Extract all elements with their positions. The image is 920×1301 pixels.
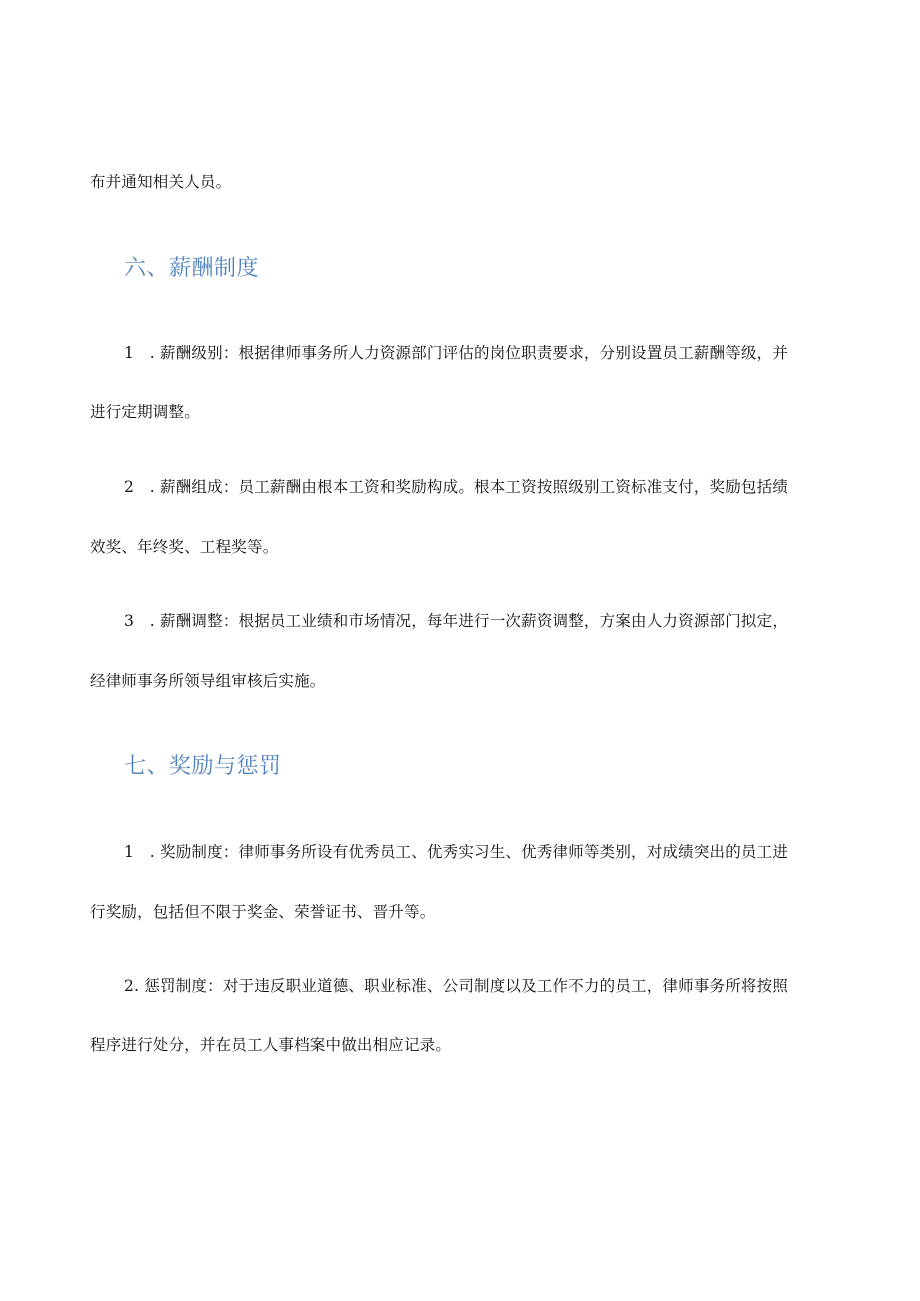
section-heading-salary: 六、薪酬制度 [124,256,260,281]
paragraph-line: 程序进行处分，并在员工人事档案中做出相应记录。 [90,1036,452,1054]
continuation-text: 布并通知相关人员。 [90,173,232,191]
paragraph-line: 3 . 薪酬调整：根据员工业绩和市场情况，每年进行一次薪资调整，方案由人力资源部门拟定， [124,612,789,630]
section-heading-rewards-penalties: 七、奖励与惩罚 [124,754,282,779]
paragraph-line: 1 . 薪酬级别：根据律师事务所人力资源部门评估的岗位职责要求，分别设置员工薪酬等级，并 [124,344,789,362]
paragraph-line: 行奖励，包括但不限于奖金、荣誉证书、晋升等。 [90,903,436,921]
paragraph-line: 经律师事务所领导组审核后实施。 [90,672,326,690]
paragraph-line: 效奖、年终奖、工程奖等。 [90,538,279,556]
paragraph-line: 进行定期调整。 [90,403,200,421]
paragraph-line: 2. 惩罚制度：对于违反职业道德、职业标准、公司制度以及工作不力的员工，律师事务所将按照 [124,977,789,995]
paragraph-line: 2 . 薪酬组成：员工薪酬由根本工资和奖励构成。根本工资按照级别工资标准支付，奖励包括绩 [124,478,789,496]
paragraph-line: 1 . 奖励制度：律师事务所设有优秀员工、优秀实习生、优秀律师等类别，对成绩突出的员工进 [124,843,789,861]
